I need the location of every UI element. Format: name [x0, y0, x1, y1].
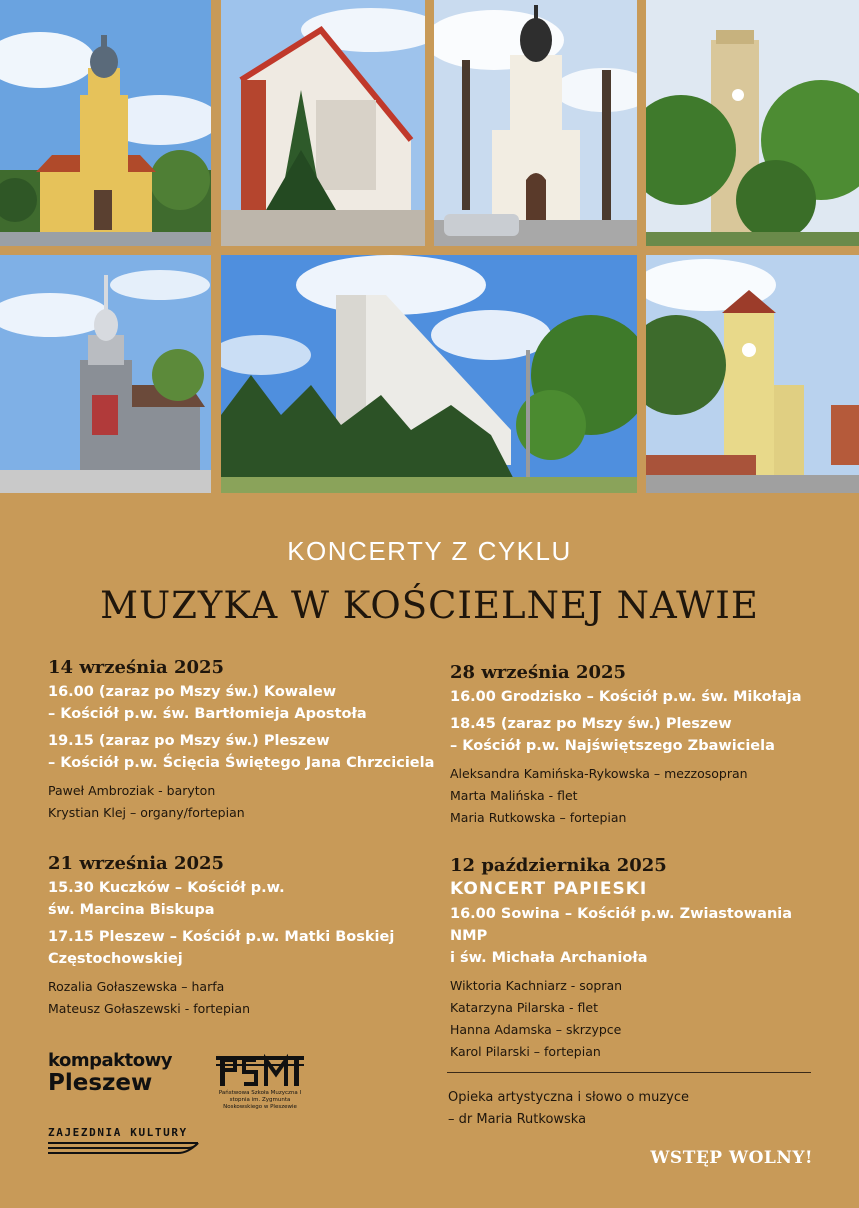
photo-church-yellow-tower: [646, 255, 859, 493]
event-date: 28 września 2025: [450, 662, 627, 683]
event-line: 16.00 Grodzisko – Kościół p.w. św. Mikołaja: [450, 689, 802, 705]
photo-church-modern-white: [221, 255, 637, 493]
performer: Katarzyna Pilarska - flet: [450, 1000, 598, 1015]
event-line: – Kościół p.w. św. Bartłomieja Apostoła: [48, 706, 367, 722]
photo-church-modern-brick: [221, 0, 425, 246]
event-date: 14 września 2025: [48, 657, 225, 678]
event-line: i św. Michała Archanioła: [450, 950, 648, 966]
event-line: 19.15 (zaraz po Mszy św.) Pleszew: [48, 733, 330, 749]
event-line: 17.15 Pleszew – Kościół p.w. Matki Boskiej: [48, 929, 395, 945]
event-line: św. Marcina Biskupa: [48, 902, 215, 918]
event-21-sept: [48, 853, 448, 1020]
logo-text: Pleszew: [48, 1070, 153, 1096]
psm-pleszew-logo: [214, 1052, 306, 1114]
zajezdnia-kultury-logo: [48, 1126, 200, 1160]
event-line: 16.00 (zaraz po Mszy św.) Kowalew: [48, 684, 337, 700]
event-line: 15.30 Kuczków – Kościół p.w.: [48, 880, 285, 896]
kompaktowy-pleszew-logo: [48, 1050, 174, 1098]
event-line: 18.45 (zaraz po Mszy św.) Pleszew: [450, 716, 732, 732]
event-line: – Kościół p.w. Najświętszego Zbawiciela: [450, 738, 775, 754]
performer: Aleksandra Kamińska-Rykowska – mezzosopran: [450, 766, 748, 781]
poster-title: MUZYKA W KOŚCIELNEJ NAWIE: [100, 584, 759, 627]
photo-church-kowalew: [0, 0, 211, 246]
performer: Maria Rutkowska – fortepian: [450, 810, 627, 825]
free-entry-label: WSTĘP WOLNY!: [650, 1148, 813, 1168]
logo-text: kompaktowy: [48, 1050, 172, 1071]
event-line: – Kościół p.w. Ścięcia Świętego Jana Chrzciciela: [48, 755, 435, 771]
event-28-sept: [450, 662, 830, 829]
performer: Hanna Adamska – skrzypce: [450, 1022, 622, 1037]
psm-emblem-icon: [214, 1052, 306, 1088]
photo-church-tower-trees: [646, 0, 859, 246]
special-concert-label: KONCERT PAPIESKI: [450, 879, 648, 899]
performer: Wiktoria Kachniarz - sopran: [450, 978, 623, 993]
event-date: 21 września 2025: [48, 853, 225, 874]
logo-caption: Państwowa Szkoła Muzyczna I stopnia im. Zygmunta Noskowskiego w Pleszewie: [218, 1090, 302, 1110]
performer: Marta Malińska - flet: [450, 788, 578, 803]
performer: Rozalia Gołaszewska – harfa: [48, 979, 225, 994]
credit-line: – dr Maria Rutkowska: [448, 1112, 587, 1127]
event-date: 12 października 2025: [450, 855, 667, 876]
divider-line: [447, 1072, 811, 1073]
photo-church-pleszew-sciecia: [0, 255, 211, 493]
event-14-sept: [48, 657, 448, 824]
event-12-oct: [450, 855, 830, 1063]
artistic-credit: [448, 1087, 689, 1131]
performer: Karol Pilarski – fortepian: [450, 1044, 601, 1059]
performer: Mateusz Gołaszewski - fortepian: [48, 1001, 250, 1016]
series-subtitle: KONCERTY Z CYKLU: [287, 536, 572, 566]
photo-church-white-tower: [434, 0, 637, 246]
performer: Krystian Klej – organy/fortepian: [48, 805, 245, 820]
logo-text: ZAJEZDNIA KULTURY: [48, 1126, 188, 1139]
credit-line: Opieka artystyczna i słowo o muzyce: [448, 1090, 690, 1105]
event-line: Częstochowskiej: [48, 951, 183, 967]
performer: Paweł Ambroziak - baryton: [48, 783, 216, 798]
event-line: 16.00 Sowina – Kościół p.w. Zwiastowania NMP: [450, 906, 793, 944]
rail-tracks-icon: [48, 1139, 200, 1159]
